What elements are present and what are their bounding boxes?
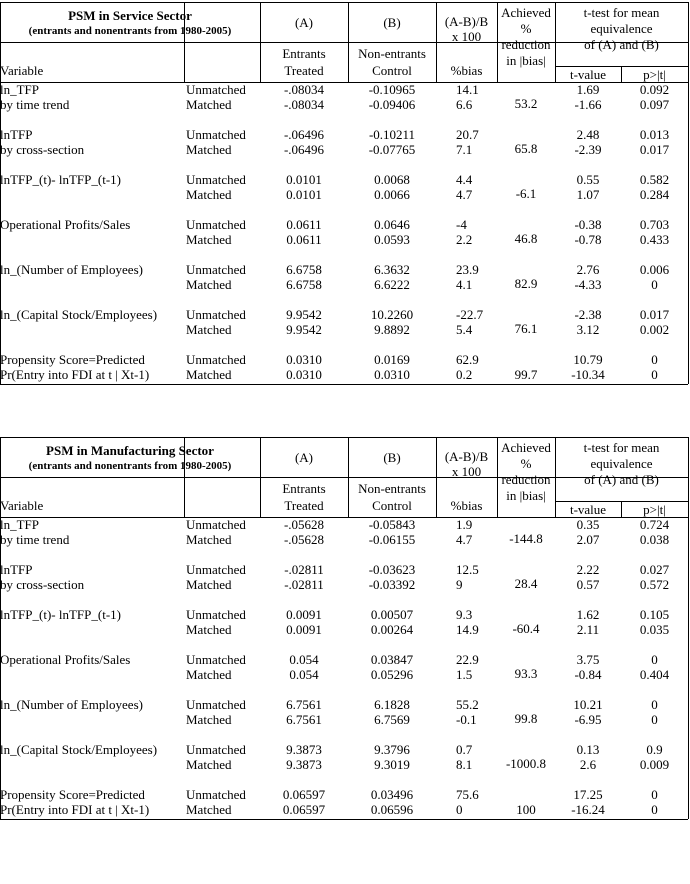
achieved-header: in |bias| [506, 488, 546, 503]
ttest-header: of (A) and (B) [584, 472, 659, 487]
t-value: 2.22 [576, 562, 600, 577]
variable-name: Operational Profits/Sales [0, 652, 131, 667]
p-value: 0.703 [639, 217, 670, 232]
t-value: 2.6 [579, 757, 597, 772]
control-mean: -0.06155 [368, 532, 416, 547]
p-value: 0.017 [639, 142, 670, 157]
p-value: 0.009 [639, 757, 670, 772]
achieved-reduction: -1000.8 [505, 756, 547, 771]
achieved-header: reduction [501, 472, 551, 487]
achieved-reduction: 76.1 [514, 321, 538, 336]
p-value: 0.006 [639, 262, 670, 277]
achieved-header: in |bias| [506, 53, 546, 68]
treated-header: Treated [284, 498, 324, 513]
t-value: 2.48 [576, 127, 600, 142]
pct-bias: 4.4 [456, 172, 473, 187]
bias-header: x 100 [451, 464, 482, 479]
treated-mean: 0.0611 [286, 232, 322, 247]
variable-name: Propensity Score=Predicted [0, 787, 145, 802]
control-mean: 0.0593 [374, 232, 410, 247]
p-value: 0.404 [639, 667, 670, 682]
sample-type: Matched [186, 142, 232, 157]
treated-mean: 6.6758 [286, 277, 322, 292]
pct-bias: 9 [456, 577, 463, 592]
control-header: Non-entrants [358, 481, 426, 496]
ttest-header: of (A) and (B) [584, 37, 659, 52]
pct-bias: -0.1 [456, 712, 477, 727]
control-mean: 10.2260 [370, 307, 414, 322]
achieved-reduction: -6.1 [515, 186, 537, 201]
pct-bias: 4.1 [456, 277, 473, 292]
variable-name: Operational Profits/Sales [0, 217, 131, 232]
variable-name: ln_TFP [0, 517, 40, 532]
sample-type: Unmatched [186, 127, 246, 142]
sample-type: Matched [186, 802, 232, 817]
achieved-reduction: 99.8 [514, 711, 538, 726]
t-value: -0.38 [574, 217, 602, 232]
table-bottom-border [0, 819, 688, 820]
treated-mean: -.08034 [283, 97, 325, 112]
sample-type: Matched [186, 367, 232, 382]
sample-type: Unmatched [186, 607, 246, 622]
pct-bias: -4 [456, 217, 467, 232]
treated-mean: 9.9542 [286, 307, 322, 322]
t-value-header: t-value [569, 67, 607, 82]
treated-header: Entrants [282, 46, 326, 61]
treated-mean: 0.0310 [286, 352, 322, 367]
control-mean: 9.8892 [374, 322, 410, 337]
treated-mean: 9.3873 [286, 742, 322, 757]
treated-mean: -.02811 [284, 577, 324, 592]
pct-bias: 6.6 [456, 97, 473, 112]
t-value: -1.66 [574, 97, 602, 112]
p-value: 0 [651, 652, 658, 667]
p-value: 0 [651, 367, 658, 382]
p-value: 0 [651, 352, 658, 367]
pct-bias: 20.7 [456, 127, 479, 142]
treated-mean: -.05628 [283, 517, 325, 532]
p-value: 0.002 [639, 322, 670, 337]
table-bottom-border [0, 384, 688, 385]
ttest-header: equivalence [590, 456, 653, 471]
sample-type: Matched [186, 577, 232, 592]
control-mean: -0.03392 [368, 577, 416, 592]
treated-mean: 0.054 [289, 667, 319, 682]
table-right-border [688, 437, 689, 819]
pct-bias: 23.9 [456, 262, 479, 277]
control-mean: 6.7569 [374, 712, 410, 727]
pct-bias: 14.9 [456, 622, 479, 637]
column-a-label: (A) [294, 450, 314, 465]
achieved-header: % [520, 456, 532, 471]
table-left-border [0, 2, 1, 384]
sample-type: Unmatched [186, 787, 246, 802]
control-mean: 0.0310 [374, 367, 410, 382]
pct-bias: 12.5 [456, 562, 479, 577]
variable-name: by cross-section [0, 142, 85, 157]
t-value: 2.76 [576, 262, 600, 277]
achieved-reduction: 99.7 [514, 367, 538, 382]
control-mean: 0.03847 [370, 652, 414, 667]
sample-type: Matched [186, 232, 232, 247]
pct-bias: 5.4 [456, 322, 473, 337]
bias-header: x 100 [451, 29, 482, 44]
t-value: -2.39 [574, 142, 602, 157]
control-header: Non-entrants [358, 46, 426, 61]
table-right-border [688, 2, 689, 384]
control-mean: 6.6222 [374, 277, 410, 292]
achieved-reduction: 28.4 [514, 576, 538, 591]
control-header: Control [372, 498, 412, 513]
p-value-header: p>|t| [643, 502, 666, 517]
column-a-label: (A) [294, 15, 314, 30]
variable-name: ln_(Number of Employees) [0, 262, 143, 277]
pct-bias-header: %bias [450, 63, 483, 78]
p-value: 0.013 [639, 127, 670, 142]
sample-type: Unmatched [186, 82, 246, 97]
sample-type: Unmatched [186, 697, 246, 712]
pct-bias: 0.2 [456, 367, 473, 382]
p-value: 0.038 [639, 532, 670, 547]
treated-mean: 0.0611 [286, 217, 322, 232]
ttest-header: equivalence [590, 21, 653, 36]
variable-header: Variable [0, 63, 44, 78]
p-value: 0 [651, 787, 658, 802]
treated-mean: -.02811 [284, 562, 324, 577]
variable-name: Pr(Entry into FDI at t | Xt-1) [0, 367, 150, 382]
variable-name: lnTFP [0, 562, 33, 577]
t-value: -4.33 [574, 277, 602, 292]
pct-bias: 55.2 [456, 697, 479, 712]
sample-type: Matched [186, 757, 232, 772]
p-value: 0.9 [646, 742, 663, 757]
pct-bias: 62.9 [456, 352, 479, 367]
variable-name: lnTFP_(t)- lnTFP_(t-1) [0, 607, 121, 622]
t-value: 3.75 [576, 652, 600, 667]
treated-mean: 0.06597 [282, 802, 326, 817]
p-value: 0.035 [639, 622, 670, 637]
ttest-header: t-test for mean [583, 5, 660, 20]
achieved-reduction: 65.8 [514, 141, 538, 156]
pct-bias: -22.7 [456, 307, 484, 322]
sample-type: Unmatched [186, 262, 246, 277]
p-value: 0 [651, 802, 658, 817]
variable-header: Variable [0, 498, 44, 513]
sample-type: Matched [186, 667, 232, 682]
variable-name: by time trend [0, 532, 70, 547]
column-b-label: (B) [383, 15, 401, 30]
p-value: 0.572 [639, 577, 670, 592]
bias-header: (A-B)/B [444, 449, 489, 464]
p-value: 0 [651, 712, 658, 727]
p-value: 0.582 [639, 172, 670, 187]
pct-bias: 22.9 [456, 652, 479, 667]
variable-name: ln_TFP [0, 82, 40, 97]
treated-mean: 0.0091 [286, 622, 322, 637]
achieved-reduction: 93.3 [514, 666, 538, 681]
p-value: 0.105 [639, 607, 670, 622]
section-title: PSM in Service Sector [68, 8, 192, 23]
treated-header: Treated [284, 63, 324, 78]
control-mean: 6.1828 [374, 697, 410, 712]
treated-mean: -.06496 [283, 127, 325, 142]
p-value: 0.433 [639, 232, 670, 247]
treated-mean: 9.9542 [286, 322, 322, 337]
sample-type: Matched [186, 277, 232, 292]
section-subtitle: (entrants and nonentrants from 1980-2005) [28, 460, 232, 472]
t-value: 3.12 [576, 322, 600, 337]
control-mean: -0.03623 [368, 562, 416, 577]
sample-type: Unmatched [186, 172, 246, 187]
t-value: 2.11 [576, 622, 600, 637]
variable-name: Pr(Entry into FDI at t | Xt-1) [0, 802, 150, 817]
treated-mean: -.06496 [283, 142, 325, 157]
variable-name: ln_(Number of Employees) [0, 697, 143, 712]
variable-name: ln_(Capital Stock/Employees) [0, 742, 158, 757]
variable-name: lnTFP [0, 127, 33, 142]
p-value: 0 [651, 277, 658, 292]
t-value: 10.79 [573, 352, 603, 367]
control-mean: 0.0068 [374, 172, 410, 187]
p-value: 0.724 [639, 517, 670, 532]
treated-mean: 6.7561 [286, 712, 322, 727]
variable-name: ln_(Capital Stock/Employees) [0, 307, 158, 322]
treated-mean: 0.06597 [282, 787, 326, 802]
t-value: 17.25 [573, 787, 603, 802]
t-value: 1.69 [576, 82, 600, 97]
treated-mean: 0.0091 [286, 607, 322, 622]
p-value: 0.097 [639, 97, 670, 112]
p-value: 0.092 [639, 82, 670, 97]
t-value: -16.24 [571, 802, 605, 817]
pct-bias: 0 [456, 802, 463, 817]
variable-name: by cross-section [0, 577, 85, 592]
p-value-header: p>|t| [643, 67, 666, 82]
t-value: -0.78 [574, 232, 602, 247]
variable-name: lnTFP_(t)- lnTFP_(t-1) [0, 172, 121, 187]
t-value: 1.62 [576, 607, 600, 622]
treated-mean: 0.054 [289, 652, 319, 667]
pct-bias: 8.1 [456, 757, 473, 772]
sample-type: Unmatched [186, 307, 246, 322]
control-mean: 0.00264 [370, 622, 414, 637]
achieved-reduction: 100 [516, 802, 536, 817]
variable-name: by time trend [0, 97, 70, 112]
t-value: -10.34 [571, 367, 605, 382]
achieved-reduction: -60.4 [512, 621, 540, 636]
pct-bias: 9.3 [456, 607, 473, 622]
achieved-reduction: -144.8 [509, 531, 543, 546]
control-mean: 9.3019 [374, 757, 410, 772]
control-mean: 9.3796 [374, 742, 410, 757]
control-mean: 6.3632 [374, 262, 410, 277]
pct-bias: 7.1 [456, 142, 473, 157]
section-title: PSM in Manufacturing Sector [46, 443, 214, 458]
sample-type: Unmatched [186, 217, 246, 232]
control-mean: 0.00507 [370, 607, 414, 622]
sample-type: Matched [186, 532, 232, 547]
treated-mean: 6.6758 [286, 262, 322, 277]
t-value: 1.07 [576, 187, 600, 202]
t-value: -0.84 [574, 667, 602, 682]
control-mean: -0.10965 [368, 82, 416, 97]
treated-header: Entrants [282, 481, 326, 496]
bias-header: (A-B)/B [444, 14, 489, 29]
sample-type: Matched [186, 187, 232, 202]
control-mean: 0.0169 [374, 352, 410, 367]
section-subtitle: (entrants and nonentrants from 1980-2005) [28, 25, 232, 37]
control-mean: 0.06596 [370, 802, 414, 817]
pct-bias: 0.7 [456, 742, 473, 757]
sample-type: Unmatched [186, 652, 246, 667]
control-header: Control [372, 63, 412, 78]
pct-bias: 4.7 [456, 187, 473, 202]
achieved-reduction: 53.2 [514, 96, 538, 111]
treated-mean: 0.0101 [286, 187, 322, 202]
t-value-header: t-value [569, 502, 607, 517]
sample-type: Unmatched [186, 562, 246, 577]
control-mean: -0.05843 [368, 517, 416, 532]
table-top-border [0, 437, 688, 438]
achieved-reduction: 46.8 [514, 231, 538, 246]
achieved-header: % [520, 21, 532, 36]
treated-mean: 0.0310 [286, 367, 322, 382]
t-value: -2.38 [574, 307, 602, 322]
pct-bias-header: %bias [450, 498, 483, 513]
treated-mean: -.08034 [283, 82, 325, 97]
t-value: 0.57 [576, 577, 600, 592]
sample-type: Matched [186, 322, 232, 337]
t-value: -6.95 [574, 712, 602, 727]
ttest-header: t-test for mean [583, 440, 660, 455]
pct-bias: 2.2 [456, 232, 473, 247]
treated-mean: 6.7561 [286, 697, 322, 712]
treated-mean: 9.3873 [286, 757, 322, 772]
sample-type: Matched [186, 622, 232, 637]
column-b-label: (B) [383, 450, 401, 465]
p-value: 0.027 [639, 562, 670, 577]
control-mean: -0.10211 [368, 127, 416, 142]
sample-type: Unmatched [186, 352, 246, 367]
p-value: 0.284 [639, 187, 670, 202]
table-left-border [0, 437, 1, 819]
achieved-header: reduction [501, 37, 551, 52]
t-value: 0.13 [576, 742, 600, 757]
control-mean: 0.0646 [374, 217, 410, 232]
sample-type: Unmatched [186, 517, 246, 532]
pct-bias: 4.7 [456, 532, 473, 547]
t-value: 0.35 [576, 517, 600, 532]
sample-type: Matched [186, 97, 232, 112]
table-top-border [0, 2, 688, 3]
sample-type: Unmatched [186, 742, 246, 757]
achieved-reduction: 82.9 [514, 276, 538, 291]
pct-bias: 1.5 [456, 667, 473, 682]
control-mean: 0.0066 [374, 187, 410, 202]
variable-name: Propensity Score=Predicted [0, 352, 145, 367]
control-mean: -0.07765 [368, 142, 416, 157]
pct-bias: 14.1 [456, 82, 479, 97]
control-mean: -0.09406 [368, 97, 416, 112]
achieved-header: Achieved [501, 440, 551, 455]
t-value: 2.07 [576, 532, 600, 547]
t-value: 10.21 [573, 697, 603, 712]
pct-bias: 75.6 [456, 787, 479, 802]
p-value: 0 [651, 697, 658, 712]
treated-mean: 0.0101 [286, 172, 322, 187]
control-mean: 0.05296 [370, 667, 414, 682]
control-mean: 0.03496 [370, 787, 414, 802]
achieved-header: Achieved [501, 5, 551, 20]
t-value: 0.55 [576, 172, 600, 187]
sample-type: Matched [186, 712, 232, 727]
p-value: 0.017 [639, 307, 670, 322]
pct-bias: 1.9 [456, 517, 473, 532]
treated-mean: -.05628 [283, 532, 325, 547]
